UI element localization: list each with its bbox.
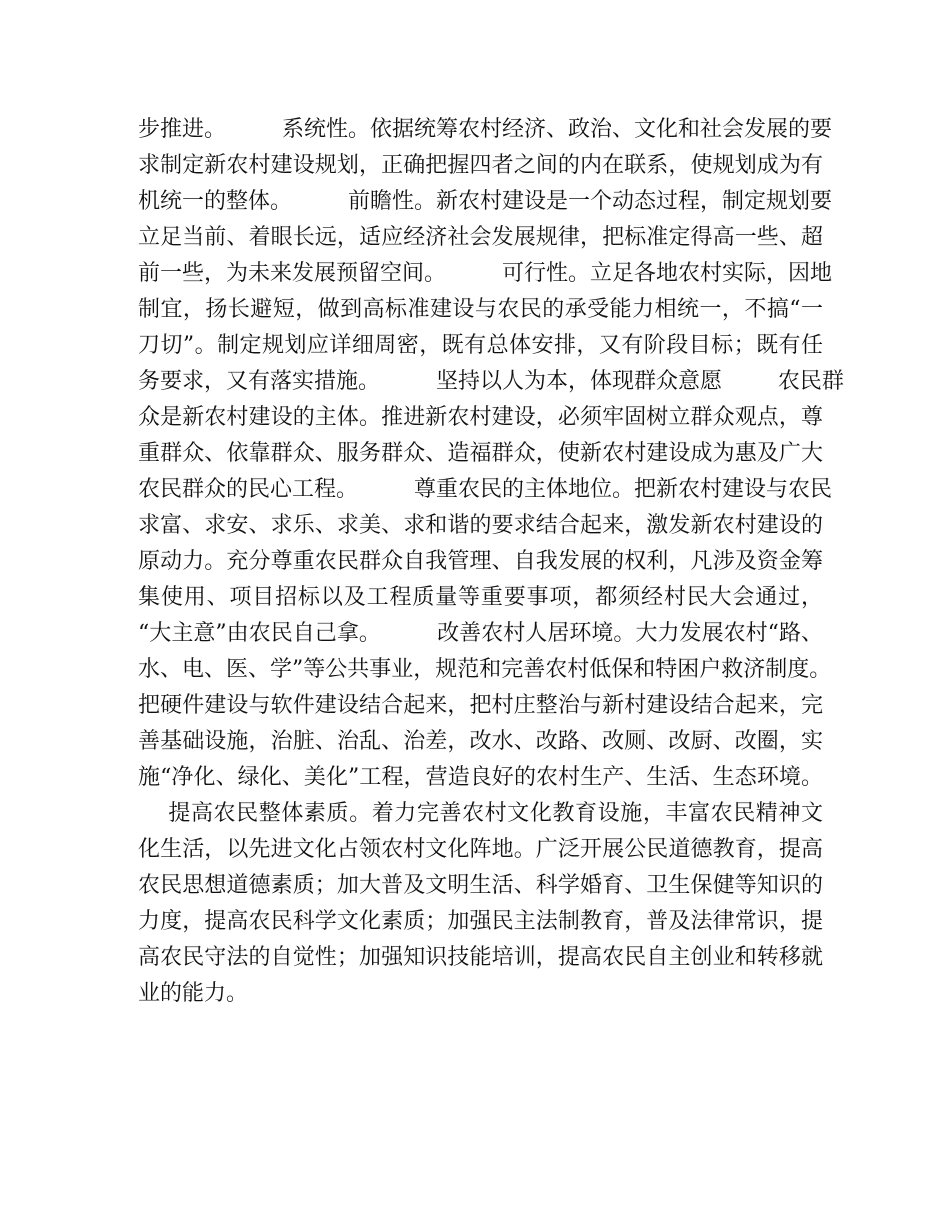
text-line: 步推进。 系统性。依据统筹农村经济、政治、文化和社会发展的要 <box>138 117 832 142</box>
text-line: 农民思想道德素质；加大普及文明生活、科学婚育、卫生保健等知识的 <box>138 873 823 898</box>
text-line: 求制定新农村建设规划，正确把握四者之间的内在联系，使规划成为有 <box>138 153 823 178</box>
text-line: 施“净化、绿化、美化”工程，营造良好的农村生产、生活、生态环境。 <box>138 765 823 790</box>
text-line: “大主意”由农民自己拿。 改善农村人居环境。大力发展农村“路、 <box>138 621 823 646</box>
text-line: 原动力。充分尊重农民群众自我管理、自我发展的权利，凡涉及资金筹 <box>138 549 823 574</box>
text-line: 务要求，又有落实措施。 坚持以人为本，体现群众意愿 农民群 <box>138 369 844 394</box>
text-line: 求富、求安、求乐、求美、求和谐的要求结合起来，激发新农村建设的 <box>138 513 823 538</box>
text-line: 立足当前、着眼长远，适应经济社会发展规律，把标准定得高一些、超 <box>138 225 823 250</box>
text-line: 水、电、医、学”等公共事业，规范和完善农村低保和特困户救济制度。 <box>138 657 832 682</box>
text-line: 高农民守法的自觉性；加强知识技能培训，提高农民自主创业和转移就 <box>138 945 823 970</box>
text-line: 农民群众的民心工程。 尊重农民的主体地位。把新农村建设与农民 <box>138 477 832 502</box>
text-line: 善基础设施，治脏、治乱、治差，改水、改路、改厕、改厨、改圈，实 <box>138 729 823 754</box>
text-line: 刀切”。制定规划应详细周密，既有总体安排，又有阶段目标；既有任 <box>138 333 823 358</box>
text-line: 重群众、依靠群众、服务群众、造福群众，使新农村建设成为惠及广大 <box>138 441 823 466</box>
text-line: 力度，提高农民科学文化素质；加强民主法制教育，普及法律常识，提 <box>138 909 823 934</box>
text-line: 前一些，为未来发展预留空间。 可行性。立足各地农村实际，因地 <box>138 261 832 286</box>
text-line: 制宜，扬长避短，做到高标准建设与农民的承受能力相统一，不搞“一 <box>138 297 823 322</box>
text-line: 众是新农村建设的主体。推进新农村建设，必须牢固树立群众观点，尊 <box>138 405 823 430</box>
text-line: 提高农民整体素质。着力完善农村文化教育设施，丰富农民精神文 <box>138 801 823 826</box>
text-line: 集使用、项目招标以及工程质量等重要事项，都须经村民大会通过， <box>138 585 823 610</box>
text-line: 把硬件建设与软件建设结合起来，把村庄整治与新村建设结合起来，完 <box>138 693 823 718</box>
text-line: 业的能力。 <box>138 981 249 1006</box>
text-line: 化生活，以先进文化占领农村文化阵地。广泛开展公民道德教育，提高 <box>138 837 823 862</box>
body-text <box>138 112 844 1012</box>
text-line: 机统一的整体。 前瞻性。新农村建设是一个动态过程，制定规划要 <box>138 189 832 214</box>
